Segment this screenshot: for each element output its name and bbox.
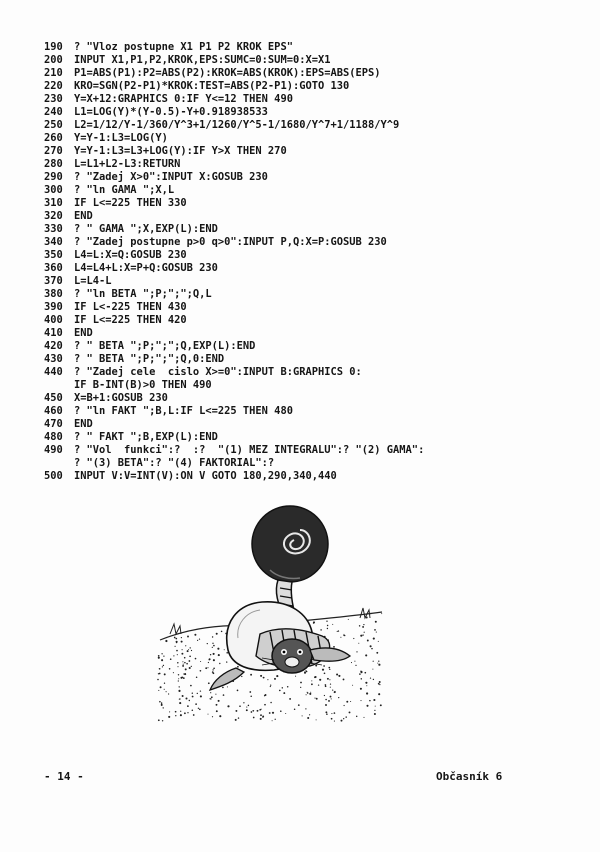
code-line [44, 132, 584, 145]
code-statement: L=L4-L [74, 275, 112, 287]
line-number: 370 [44, 275, 63, 287]
code-line [44, 353, 584, 366]
code-statement: END [74, 418, 93, 430]
code-line [44, 314, 584, 327]
code-statement: L4=L:X=Q:GOSUB 230 [74, 249, 187, 261]
code-line [44, 275, 584, 288]
line-number: 310 [44, 197, 63, 209]
code-statement: L=L1+L2-L3:RETURN [74, 158, 181, 170]
line-number: 290 [44, 171, 63, 183]
code-line [44, 418, 584, 431]
code-line [44, 288, 584, 301]
code-line [44, 470, 584, 483]
line-number: 460 [44, 405, 63, 417]
code-statement: ? "Vol funkci":? :? "(1) MEZ INTEGRALU":? "(2) GAMA": [74, 444, 425, 456]
code-statement: P1=ABS(P1):P2=ABS(P2):KROK=ABS(KROK):EPS=ABS(EPS) [74, 67, 381, 79]
code-statement: INPUT X1,P1,P2,KROK,EPS:SUMC=0:SUM=0:X=X1 [74, 54, 331, 66]
code-line [44, 444, 584, 457]
code-line [44, 431, 584, 444]
code-line [44, 210, 584, 223]
code-line [44, 366, 584, 379]
publication-name: Občasník 6 [436, 770, 503, 783]
line-number: 300 [44, 184, 63, 196]
code-line [44, 327, 584, 340]
line-number: 470 [44, 418, 63, 430]
code-line [44, 80, 584, 93]
code-line [44, 67, 584, 80]
code-line [44, 145, 584, 158]
line-number: 340 [44, 236, 63, 248]
line-number: 390 [44, 301, 63, 313]
code-statement: ? " BETA ";P;";";Q,EXP(L):END [74, 340, 256, 352]
code-statement: END [74, 210, 93, 222]
line-number: 260 [44, 132, 63, 144]
code-continuation: IF B-INT(B)>0 THEN 490 [74, 379, 212, 391]
code-line [44, 262, 584, 275]
code-statement: Y=X+12:GRAPHICS 0:IF Y<=12 THEN 490 [74, 93, 293, 105]
code-statement: L2=1/12/Y-1/360/Y^3+1/1260/Y^5-1/1680/Y^7+1/1188/Y^9 [74, 119, 400, 131]
code-line [44, 171, 584, 184]
code-statement: END [74, 327, 93, 339]
code-line [44, 236, 584, 249]
line-number: 410 [44, 327, 63, 339]
line-number: 480 [44, 431, 63, 443]
line-number: 380 [44, 288, 63, 300]
line-number: 500 [44, 470, 63, 482]
code-line [44, 249, 584, 262]
code-statement: ? " BETA ";P;";";Q,0:END [74, 353, 225, 365]
code-line [44, 119, 584, 132]
page-number: - 14 - [44, 770, 84, 783]
line-number: 320 [44, 210, 63, 222]
code-line [44, 184, 584, 197]
code-statement: ? " GAMA ";X,EXP(L):END [74, 223, 218, 235]
code-statement: KRO=SGN(P2-P1)*KROK:TEST=ABS(P2-P1):GOTO 130 [74, 80, 350, 92]
line-number: 430 [44, 353, 63, 365]
line-number: 440 [44, 366, 63, 378]
code-statement: ? "Zadej cele cislo X>=0":INPUT B:GRAPHICS 0: [74, 366, 362, 378]
code-statement: ? "Vloz postupne X1 P1 P2 KROK EPS" [74, 41, 293, 53]
code-statement: ? "Zadej X>0":INPUT X:GOSUB 230 [74, 171, 268, 183]
code-line [44, 301, 584, 314]
line-number: 240 [44, 106, 63, 118]
line-number: 200 [44, 54, 63, 66]
line-number: 220 [44, 80, 63, 92]
code-statement: ? "ln FAKT ";B,L:IF L<=225 THEN 480 [74, 405, 293, 417]
code-line [44, 405, 584, 418]
line-number: 210 [44, 67, 63, 79]
code-line [44, 340, 584, 353]
code-statement: L4=L4+L:X=P+Q:GOSUB 230 [74, 262, 218, 274]
code-statement: IF L<=225 THEN 330 [74, 197, 187, 209]
line-number: 280 [44, 158, 63, 170]
code-line [44, 41, 584, 54]
basic-program-listing [44, 41, 584, 483]
line-number: 400 [44, 314, 63, 326]
code-line [44, 54, 584, 67]
code-line [44, 93, 584, 106]
line-number: 190 [44, 41, 63, 53]
code-line [44, 223, 584, 236]
code-statement: ? "ln BETA ";P;";";Q,L [74, 288, 212, 300]
code-statement: INPUT V:V=INT(V):ON V GOTO 180,290,340,440 [74, 470, 337, 482]
line-number: 230 [44, 93, 63, 105]
line-number: 350 [44, 249, 63, 261]
line-number: 250 [44, 119, 63, 131]
code-statement: ? " FAKT ";B,EXP(L):END [74, 431, 218, 443]
code-statement: ? "ln GAMA ";X,L [74, 184, 175, 196]
line-number: 420 [44, 340, 63, 352]
line-number: 360 [44, 262, 63, 274]
code-statement: X=B+1:GOSUB 230 [74, 392, 168, 404]
code-continuation: ? "(3) BETA":? "(4) FAKTORIAL":? [74, 457, 275, 469]
code-statement: Y=Y-1:L3=LOG(Y) [74, 132, 168, 144]
code-statement: IF L<-225 THEN 430 [74, 301, 187, 313]
code-line [44, 106, 584, 119]
code-statement: Y=Y-1:L3=L3+LOG(Y):IF Y>X THEN 270 [74, 145, 287, 157]
code-statement: IF L<=225 THEN 420 [74, 314, 187, 326]
code-line [44, 158, 584, 171]
line-number: 270 [44, 145, 63, 157]
line-number: 450 [44, 392, 63, 404]
line-number: 490 [44, 444, 63, 456]
code-statement: ? "Zadej postupne p>0 q>0":INPUT P,Q:X=P:GOSUB 230 [74, 236, 387, 248]
code-line [44, 197, 584, 210]
seal-balancing-ball-icon [150, 500, 390, 728]
code-line [44, 392, 584, 405]
code-statement: L1=LOG(Y)*(Y-0.5)-Y+0.918938533 [74, 106, 268, 118]
line-number: 330 [44, 223, 63, 235]
